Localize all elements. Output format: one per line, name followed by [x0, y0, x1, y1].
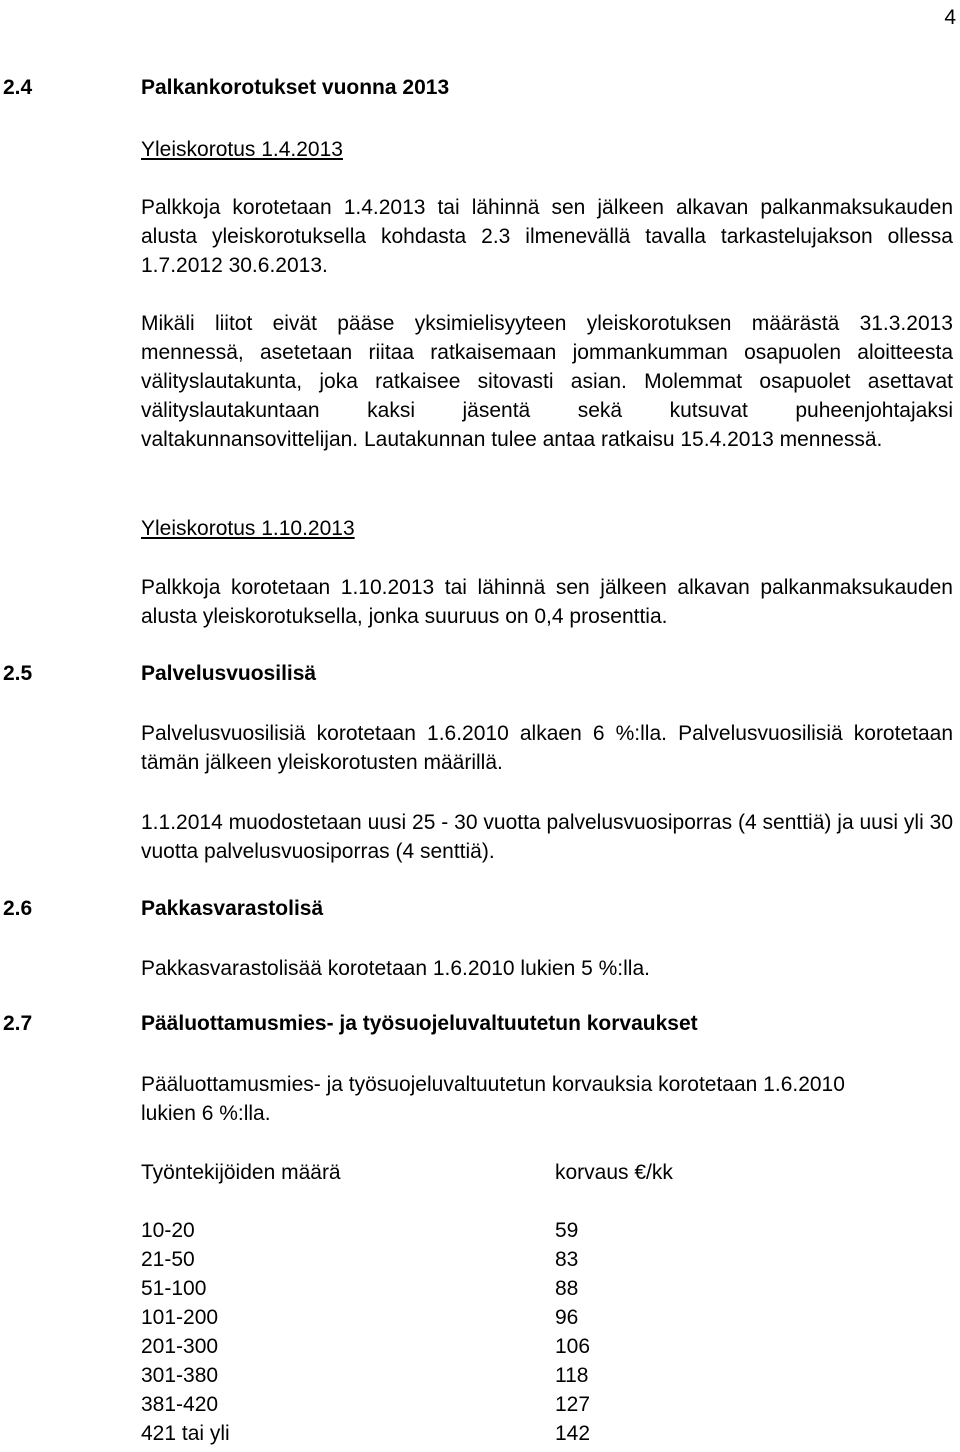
section-title-2-7: Pääluottamusmies- ja työsuojeluvaltuutetun korvaukset	[141, 1012, 698, 1035]
table-cell-employees: 51-100	[141, 1277, 207, 1300]
page-number: 4	[944, 6, 956, 29]
section-number-2-6: 2.6	[3, 897, 33, 920]
paragraph-text: Palkkoja korotetaan 1.10.2013 tai lähinnä sen jälkeen alkavan palkanmaksukauden alusta yleiskorotuksella, jonka suuruus on 0,4 prosenttia.	[141, 576, 953, 628]
paragraph-paaluottamusmies	[141, 1070, 901, 1128]
table-row	[141, 1216, 841, 1245]
section-number-2-5: 2.5	[3, 662, 33, 685]
table-body	[141, 1216, 841, 1448]
table-cell-compensation: 106	[555, 1335, 591, 1358]
paragraph-text: Palvelusvuosilisiä korotetaan 1.6.2010 alkaen 6 %:lla. Palvelusvuosilisiä korotetaan tämän jälkeen yleiskorotusten määrillä.	[141, 722, 953, 774]
table-cell-employees: 201-300	[141, 1335, 219, 1358]
paragraph-palkkoja-1-4	[141, 193, 953, 280]
paragraph-mikali	[141, 309, 953, 454]
table-cell-compensation: 96	[555, 1306, 579, 1329]
table-cell-employees: 101-200	[141, 1306, 219, 1329]
table-row	[141, 1274, 841, 1303]
table-row	[141, 1245, 841, 1274]
subheading-text: Yleiskorotus 1.4.2013	[141, 138, 343, 161]
section-title-2-4: Palkankorotukset vuonna 2013	[141, 76, 450, 99]
paragraph-text: Pääluottamusmies- ja työsuojeluvaltuutetun korvauksia korotetaan 1.6.2010 lukien 6 %:lla.	[141, 1073, 845, 1125]
table-row	[141, 1332, 841, 1361]
paragraph-text: Pakkasvarastolisää korotetaan 1.6.2010 lukien 5 %:lla.	[141, 957, 650, 980]
table-cell-compensation: 59	[555, 1219, 579, 1242]
table-cell-compensation: 127	[555, 1393, 591, 1416]
table-header-compensation: korvaus €/kk	[555, 1161, 673, 1184]
subheading-text: Yleiskorotus 1.10.2013	[141, 517, 355, 540]
table-cell-compensation: 83	[555, 1248, 579, 1271]
subheading-yleiskorotus-1-10	[141, 514, 953, 543]
paragraph-text: Mikäli liitot eivät pääse yksimielisyyteen yleiskorotuksen määrästä 31.3.2013 mennessä, asetetaan riitaa ratkaisemaan jommankumman osapuolen aloitteesta välityslautakunta, joka ratkaisee sitovasti asian. Molemmat osapuolet asettavat välityslautakuntaan kaksi jäsentä sekä kutsuvat puheenjohtajaksi valtakunnansovittelijan. Lautakunnan tulee antaa ratkaisu 15.4.2013 mennessä.	[141, 312, 953, 451]
table-header-employees: Työntekijöiden määrä	[141, 1161, 341, 1184]
subheading-yleiskorotus-1-4	[141, 135, 953, 164]
table-cell-compensation: 88	[555, 1277, 579, 1300]
paragraph-palvelusvuosiporras	[141, 808, 953, 866]
compensation-table	[141, 1158, 841, 1448]
paragraph-palkkoja-1-10	[141, 573, 953, 631]
paragraph-palvelusvuosilisat	[141, 719, 953, 777]
section-number-2-4: 2.4	[3, 76, 33, 99]
table-cell-employees: 381-420	[141, 1393, 219, 1416]
table-row	[141, 1390, 841, 1419]
table-header-row	[141, 1158, 841, 1187]
section-number-2-7: 2.7	[3, 1012, 33, 1035]
table-row	[141, 1419, 841, 1448]
table-cell-employees: 10-20	[141, 1219, 195, 1242]
table-cell-compensation: 118	[555, 1364, 589, 1387]
table-cell-employees: 21-50	[141, 1248, 195, 1271]
table-cell-compensation: 142	[555, 1422, 591, 1445]
table-cell-employees: 301-380	[141, 1364, 219, 1387]
table-row	[141, 1361, 841, 1390]
paragraph-text: Palkkoja korotetaan 1.4.2013 tai lähinnä sen jälkeen alkavan palkanmaksukauden alusta yleiskorotuksella kohdasta 2.3 ilmenevällä tavalla tarkastelujakson ollessa 1.7.2012 30.6.2013.	[141, 196, 953, 277]
section-title-2-5: Palvelusvuosilisä	[141, 662, 317, 685]
section-title-2-6: Pakkasvarastolisä	[141, 897, 324, 920]
table-row	[141, 1303, 841, 1332]
paragraph-text: 1.1.2014 muodostetaan uusi 25 - 30 vuotta palvelusvuosiporras (4 senttiä) ja uusi yli 30 vuotta palvelusvuosiporras (4 senttiä).	[141, 811, 953, 863]
paragraph-pakkasvarastolisa	[141, 954, 953, 983]
table-cell-employees: 421 tai yli	[141, 1422, 230, 1445]
